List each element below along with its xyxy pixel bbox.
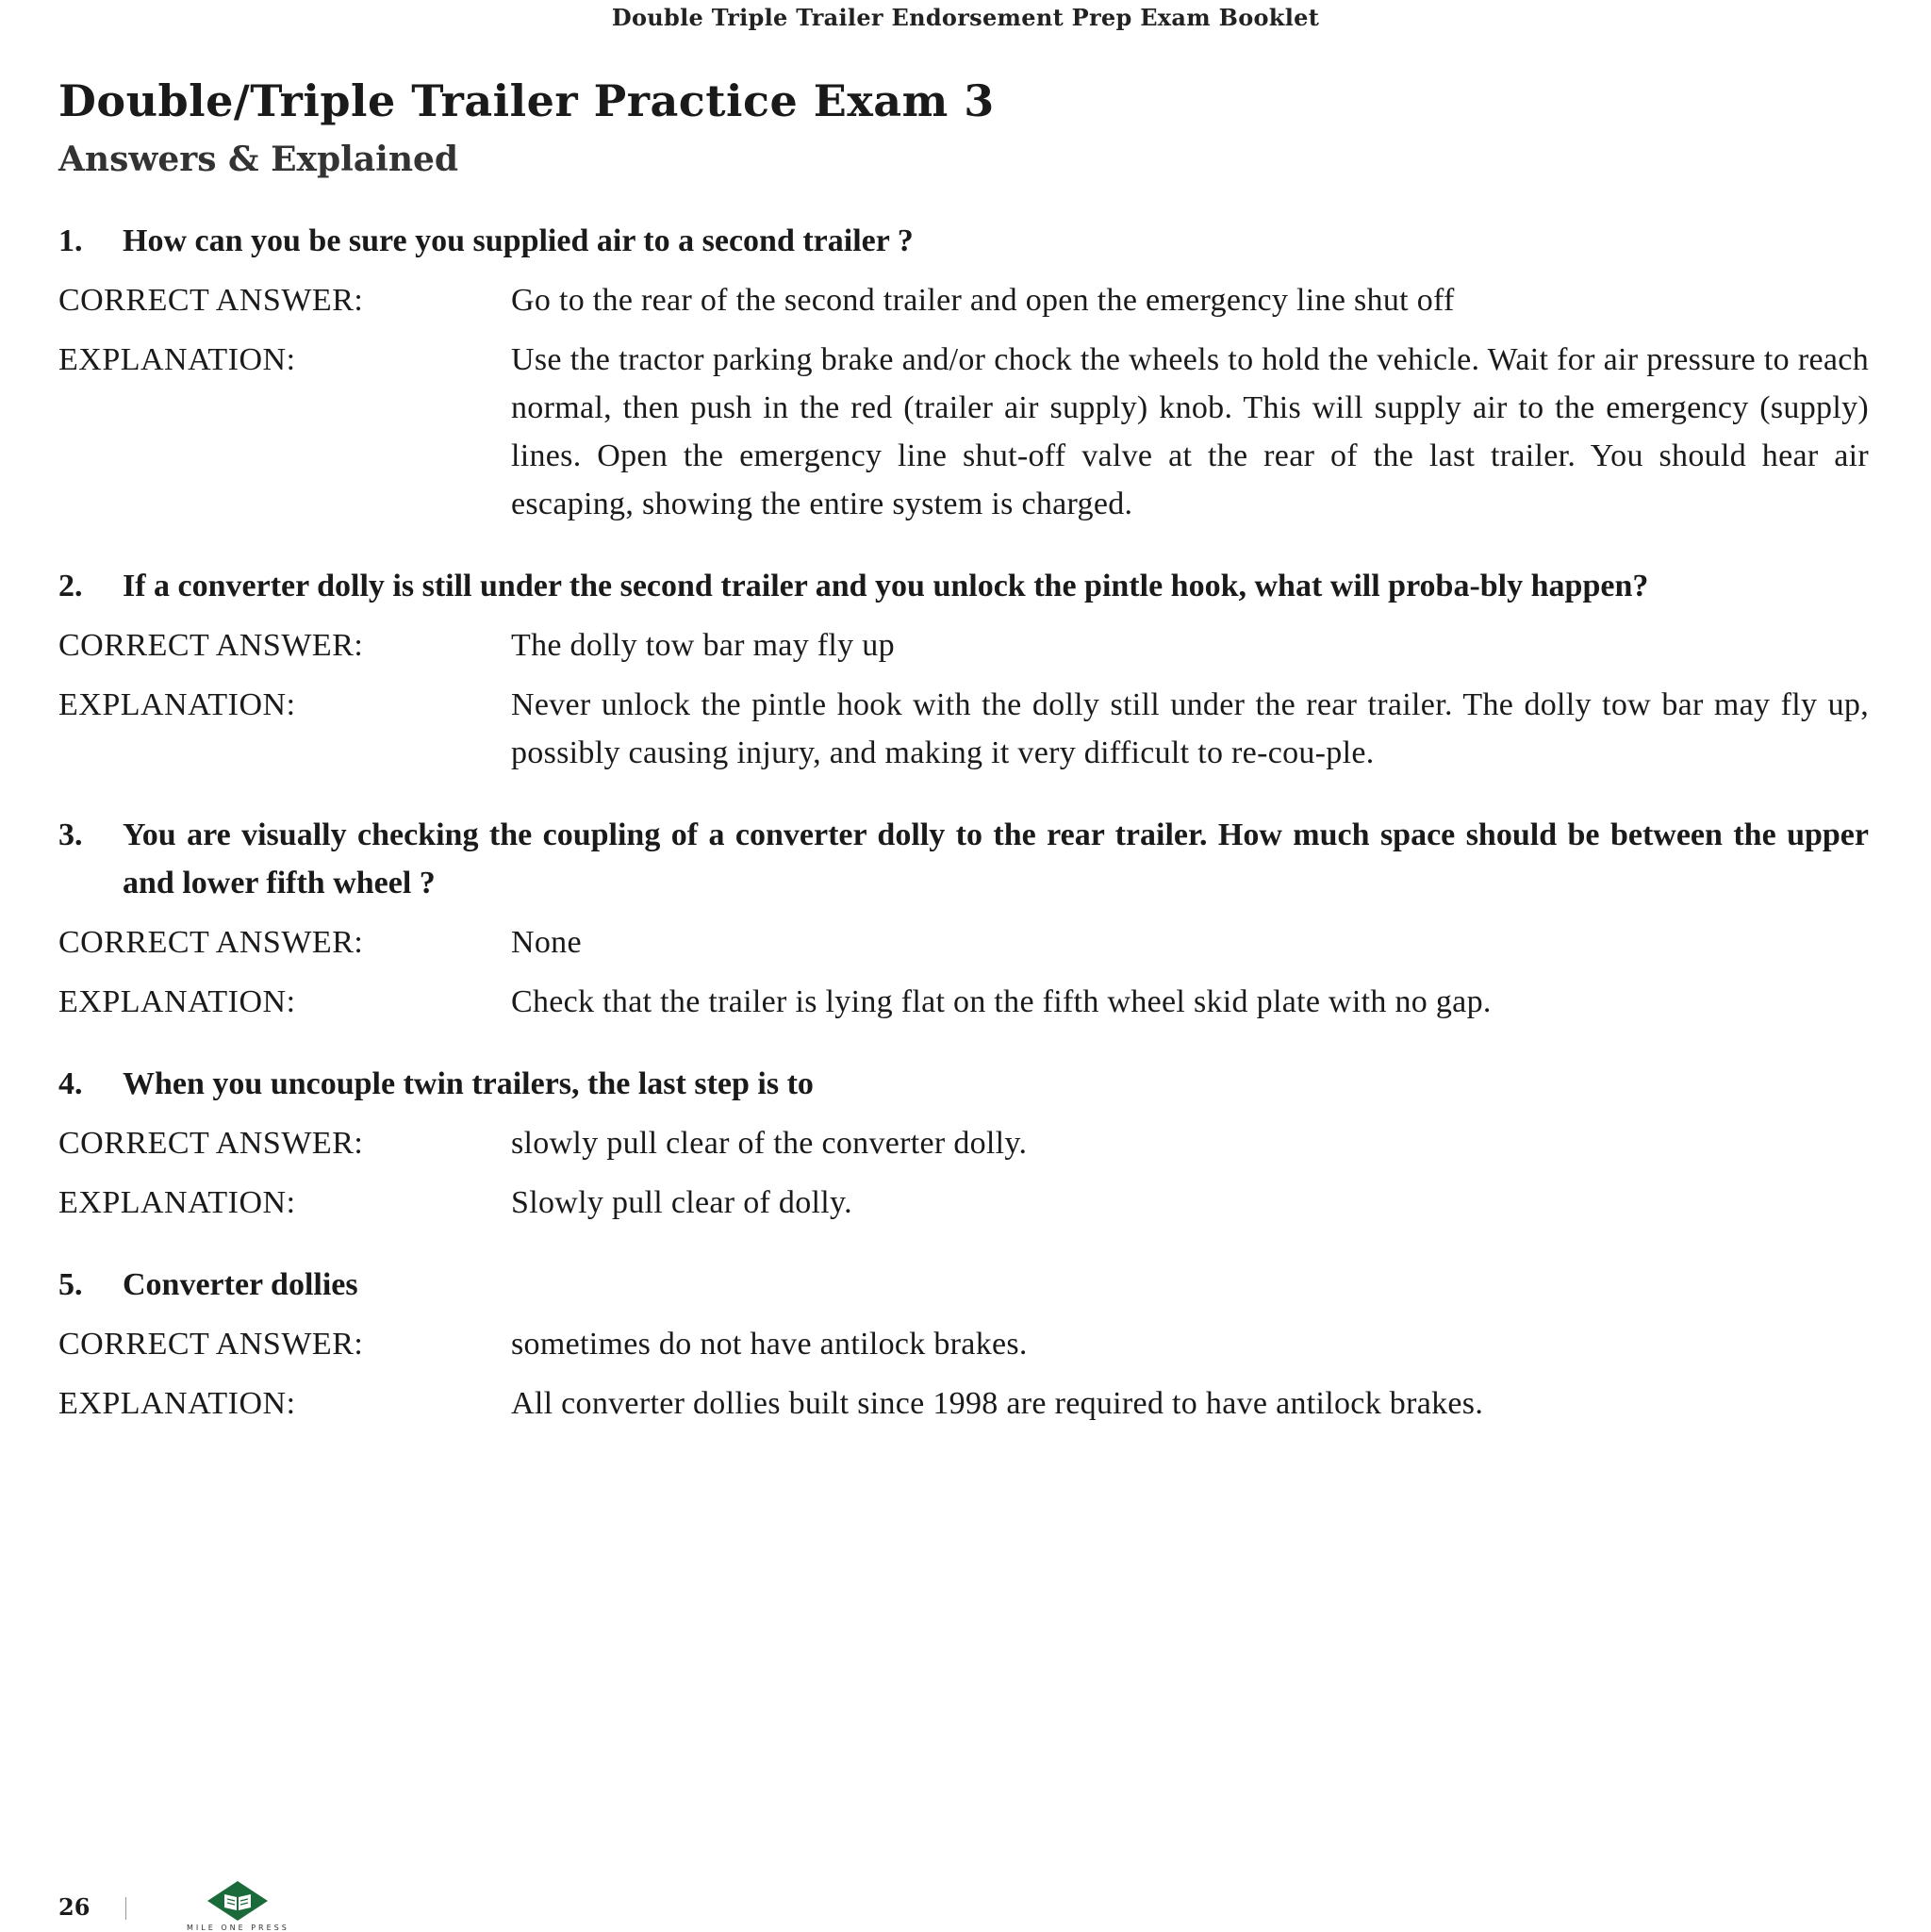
question-item bbox=[58, 1060, 1869, 1227]
question-item bbox=[58, 562, 1869, 777]
explanation-text: All converter dollies built since 1998 are required to have antilock brakes. bbox=[511, 1386, 1484, 1421]
question-number: 3. bbox=[58, 817, 83, 852]
correct-answer-label: CORRECT ANSWER: bbox=[58, 1126, 364, 1161]
explanation-label: EXPLANATION: bbox=[58, 687, 296, 722]
footer-divider bbox=[125, 1897, 126, 1920]
publisher-name: MILE ONE PRESS bbox=[187, 1924, 289, 1932]
explanation-row bbox=[58, 978, 1869, 1026]
explanation-label: EXPLANATION: bbox=[58, 1185, 296, 1220]
correct-answer-label: CORRECT ANSWER: bbox=[58, 628, 364, 663]
question-item bbox=[58, 217, 1869, 528]
answer-row bbox=[58, 1320, 1869, 1368]
correct-answer-text: None bbox=[511, 925, 582, 960]
explanation-label: EXPLANATION: bbox=[58, 342, 296, 377]
question-text: You are visually checking the coupling of a converter dolly to the rear trailer. How much space should be between the upper and lower fifth wheel ? bbox=[123, 817, 1869, 900]
explanation-label: EXPLANATION: bbox=[58, 984, 296, 1019]
explanation-row bbox=[58, 681, 1869, 777]
explanation-text: Use the tractor parking brake and/or chock the wheels to hold the vehicle. Wait for air pressure to reach normal, then push in the red (trailer air supply) knob. This will supply air to the emergency (supply) lines. Open the emergency line shut-off valve at the rear of the last trailer. You should hear air escaping, showing the entire system is charged. bbox=[511, 342, 1869, 521]
question-number: 2. bbox=[58, 569, 83, 603]
answer-row bbox=[58, 276, 1869, 324]
question-text-block bbox=[58, 1060, 1869, 1108]
correct-answer-text: sometimes do not have antilock brakes. bbox=[511, 1327, 1028, 1362]
correct-answer-text: Go to the rear of the second trailer and open the emergency line shut off bbox=[511, 283, 1455, 318]
page-subtitle: Answers & Explained bbox=[58, 140, 459, 179]
page-footer bbox=[58, 1880, 304, 1932]
explanation-label: EXPLANATION: bbox=[58, 1386, 296, 1421]
question-text-block bbox=[58, 811, 1869, 907]
question-text-block bbox=[58, 1261, 1869, 1309]
question-text-block bbox=[58, 562, 1869, 610]
question-item bbox=[58, 1261, 1869, 1428]
question-text: Converter dollies bbox=[123, 1267, 358, 1302]
answer-row bbox=[58, 918, 1869, 966]
question-text: When you uncouple twin trailers, the last step is to bbox=[123, 1066, 814, 1101]
correct-answer-text: slowly pull clear of the converter dolly. bbox=[511, 1126, 1028, 1161]
running-header: Double Triple Trailer Endorsement Prep Exam Booklet bbox=[611, 4, 1320, 31]
question-number: 4. bbox=[58, 1066, 83, 1101]
correct-answer-label: CORRECT ANSWER: bbox=[58, 283, 364, 318]
question-number: 1. bbox=[58, 223, 83, 258]
question-item bbox=[58, 811, 1869, 1026]
question-text-block bbox=[58, 217, 1869, 265]
page-number: 26 bbox=[58, 1893, 91, 1921]
explanation-text: Check that the trailer is lying flat on the fifth wheel skid plate with no gap. bbox=[511, 984, 1492, 1019]
answer-row bbox=[58, 1119, 1869, 1167]
explanation-text: Never unlock the pintle hook with the dolly still under the rear trailer. The dolly tow bar may fly up, possibly causing injury, and making it very difficult to re-cou-ple. bbox=[511, 687, 1869, 770]
question-text: How can you be sure you supplied air to a second trailer ? bbox=[123, 223, 914, 258]
explanation-row bbox=[58, 336, 1869, 528]
explanation-row bbox=[58, 1179, 1869, 1227]
answer-row bbox=[58, 621, 1869, 669]
correct-answer-text: The dolly tow bar may fly up bbox=[511, 628, 895, 663]
explanation-row bbox=[58, 1379, 1869, 1428]
question-text: If a converter dolly is still under the second trailer and you unlock the pintle hook, what will proba-bly happen? bbox=[123, 569, 1649, 603]
correct-answer-label: CORRECT ANSWER: bbox=[58, 925, 364, 960]
publisher-logo bbox=[172, 1880, 304, 1932]
question-list bbox=[58, 217, 1869, 1428]
question-number: 5. bbox=[58, 1267, 83, 1302]
page-title: Double/Triple Trailer Practice Exam 3 bbox=[58, 75, 995, 126]
explanation-text: Slowly pull clear of dolly. bbox=[511, 1185, 852, 1220]
book-diamond-icon bbox=[206, 1880, 269, 1922]
correct-answer-label: CORRECT ANSWER: bbox=[58, 1327, 364, 1362]
